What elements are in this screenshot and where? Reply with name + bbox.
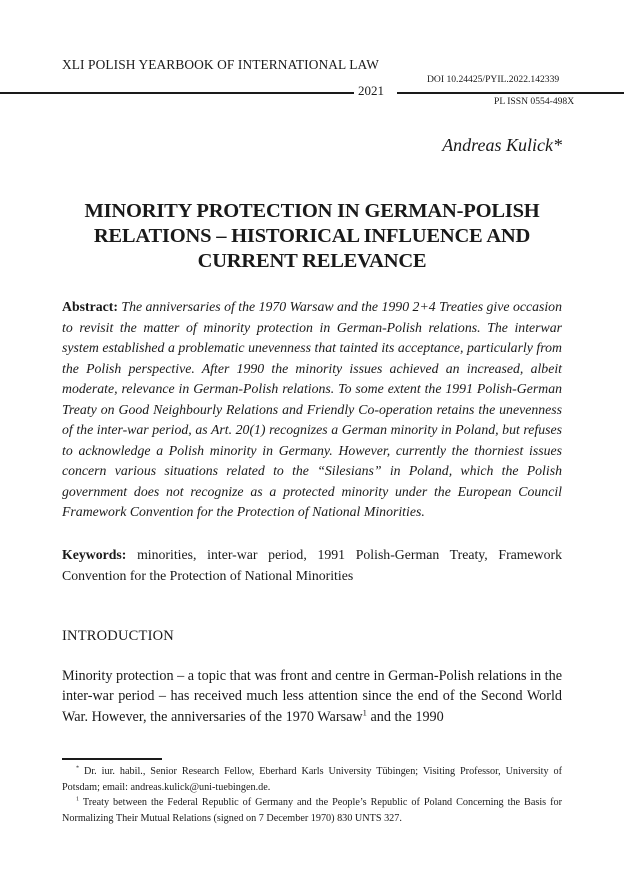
footnote-text: Dr. iur. habil., Senior Research Fellow, Eberhard Karls University Tübingen; Visiting Professor, University of Potsdam; email: andreas.kulick@uni-tuebingen.de. bbox=[62, 766, 563, 793]
body-paragraph bbox=[62, 666, 562, 727]
body-text: Minority protection – a topic that was front and centre in German-Polish relations in the inter-war period – has received much less attention since the end of the Second World War. However, the anniversaries of the 1970 Warsaw bbox=[62, 668, 562, 725]
footnote-marker: 1 bbox=[76, 796, 80, 803]
abstract-text: The anniversaries of the 1970 Warsaw and the 1990 2+4 Treaties give occasion to revisit the matter of minority protection in German-Polish relations. The interwar system established a problematic unevenness that tainted its acceptance, particularly from the Polish perspective. After 1990 the minority issues achieved an increased, albeit moderate, relevance in German-Polish relations. To some extent the 1991 Polish-German Treaty on Good Neighbourly Relations and Friendly Co-operation retains the unevenness of the inter-war period, as Art. 20(1) recognizes a German minority in Poland, but refuses to acknowledge a Polish minority in Germany. However, currently the thorniest issues concern various situations related to the “Silesians” in Poland, which the Polish government does not recognize as a protected minority under the European Council Framework Convention for the Protection of National Minorities. bbox=[62, 299, 562, 519]
header-rule-right bbox=[397, 92, 624, 94]
section-heading: INTRODUCTION bbox=[62, 628, 174, 644]
abstract bbox=[62, 297, 562, 523]
issn: PL ISSN 0554-498X bbox=[494, 96, 575, 107]
volume-year: 2021 bbox=[358, 83, 384, 98]
footnote-marker: * bbox=[76, 765, 80, 772]
author-footnote-marker: * bbox=[553, 135, 562, 155]
doi: DOI 10.24425/PYIL.2022.142339 bbox=[427, 74, 560, 85]
footnote-ref[interactable]: 1 bbox=[362, 706, 367, 717]
author-byline bbox=[442, 135, 562, 156]
article-title: MINORITY PROTECTION IN GERMAN-POLISH RELATIONS – HISTORICAL INFLUENCE AND CURRENT RELEVANCE bbox=[84, 200, 540, 272]
author-name: Andreas Kulick bbox=[442, 135, 553, 155]
footnote bbox=[62, 764, 562, 795]
journal-title: XLI POLISH YEARBOOK OF INTERNATIONAL LAW bbox=[62, 57, 379, 72]
abstract-label: Abstract: bbox=[62, 299, 118, 314]
keywords-text: minorities, inter-war period, 1991 Polish-German Treaty, Framework Convention for the Protection of National Minorities bbox=[62, 547, 562, 583]
footnotes bbox=[62, 764, 562, 826]
body-text-continued: and the 1990 bbox=[366, 708, 444, 725]
keywords-label: Keywords: bbox=[62, 547, 127, 562]
header-rule-left bbox=[0, 92, 354, 94]
keywords bbox=[62, 545, 562, 586]
footnote-separator bbox=[62, 758, 162, 760]
footnote bbox=[62, 795, 562, 826]
footnote-text: Treaty between the Federal Republic of Germany and the People’s Republic of Poland Concerning the Basis for Normalizing Their Mutual Relations (signed on 7 December 1970) 830 UNTS 327. bbox=[62, 797, 562, 824]
